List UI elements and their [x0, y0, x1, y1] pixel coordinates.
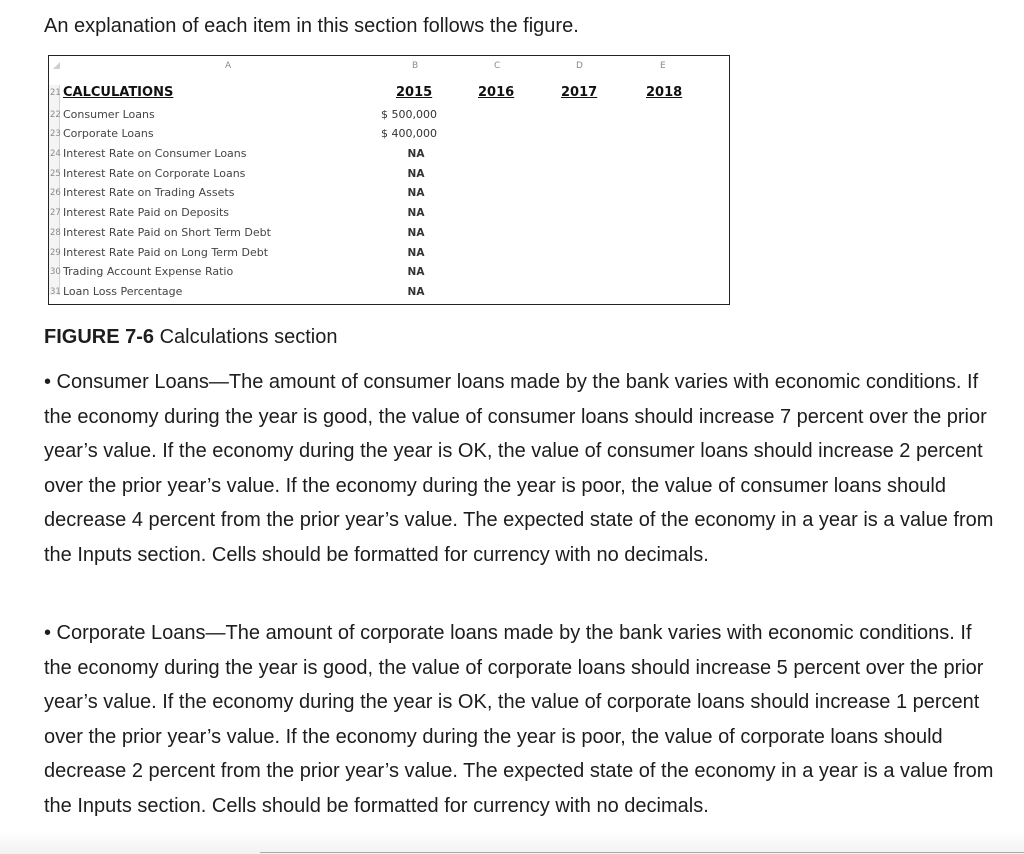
corporate-loans-paragraph: • Corporate Loans—The amount of corporate loans made by the bank varies with economic conditions. If the economy during the year is good, the value of corporate loans should increase 5 percent over the prior year’s value. If the economy during the year is OK, the value of corporate loans should increase 1 percent over the prior year’s value. If the economy during the year is poor, the value of corporate loans should decrease 2 percent from the prior year’s value. The expected state of the economy in a year is a value from the Inputs section. Cells should be formatted for currency with no decimals. [44, 622, 994, 817]
row-label-consumer-loans: Consumer Loans [63, 108, 155, 121]
row-label-interest-trading: Interest Rate on Trading Assets [63, 186, 235, 199]
column-header-a: A [225, 61, 232, 71]
year-2017: 2017 [561, 85, 598, 100]
row-label-interest-deposits: Interest Rate Paid on Deposits [63, 206, 229, 219]
row-label-loan-loss: Loan Loss Percentage [63, 285, 183, 298]
row-number: 28 [50, 228, 61, 238]
row-number: 30 [50, 267, 61, 277]
na-value: NA [407, 247, 425, 259]
column-header-e: E [660, 61, 666, 71]
year-2018: 2018 [646, 85, 683, 100]
figure-caption [44, 323, 337, 351]
row-label-interest-short-term: Interest Rate Paid on Short Term Debt [63, 226, 271, 239]
row-number: 26 [50, 188, 61, 198]
column-header-b: B [412, 61, 419, 71]
row-number: 22 [50, 110, 61, 120]
na-value: NA [407, 168, 425, 180]
row-number: 23 [50, 129, 61, 139]
na-value: NA [407, 207, 425, 219]
figure-number: FIGURE 7-6 [44, 326, 155, 348]
spreadsheet-figure [48, 55, 730, 305]
corporate-loans-2015: $ 400,000 [381, 127, 437, 140]
row-number: 24 [50, 149, 61, 159]
row-label-interest-consumer: Interest Rate on Consumer Loans [63, 147, 247, 160]
row-label-trading-expense: Trading Account Expense Ratio [63, 265, 234, 278]
na-value: NA [407, 286, 425, 298]
bottom-fade [0, 832, 1024, 854]
year-2015: 2015 [396, 85, 433, 100]
select-all-corner [53, 62, 60, 69]
column-header-d: D [576, 61, 583, 71]
row-number: 27 [50, 208, 61, 218]
row-number: 21 [50, 88, 61, 98]
row-label-interest-corporate: Interest Rate on Corporate Loans [63, 167, 246, 180]
na-value: NA [407, 266, 425, 278]
row-number: 29 [50, 248, 61, 258]
consumer-loans-paragraph: • Consumer Loans—The amount of consumer loans made by the bank varies with economic conditions. If the economy during the year is good, the value of consumer loans should increase 7 percent over the prior year’s value. If the economy during the year is OK, the value of consumer loans should increase 2 percent over the prior year’s value. If the economy during the year is poor, the value of consumer loans should decrease 4 percent from the prior year’s value. The expected state of the economy in a year is a value from the Inputs section. Cells should be formatted for currency with no decimals. [44, 371, 994, 566]
na-value: NA [407, 227, 425, 239]
calculations-heading: CALCULATIONS [63, 85, 174, 100]
intro-text: An explanation of each item in this section follows the figure. [44, 15, 579, 37]
na-value: NA [407, 187, 425, 199]
row-label-interest-long-term: Interest Rate Paid on Long Term Debt [63, 246, 269, 259]
row-number: 31 [50, 287, 61, 297]
na-value: NA [407, 148, 425, 160]
row-number: 25 [50, 169, 61, 179]
consumer-loans-2015: $ 500,000 [381, 108, 437, 121]
page-edge-line [260, 852, 1024, 853]
year-2016: 2016 [478, 85, 515, 100]
column-header-c: C [494, 61, 501, 71]
row-label-corporate-loans: Corporate Loans [63, 127, 154, 140]
figure-caption-text: Calculations section [159, 326, 338, 348]
